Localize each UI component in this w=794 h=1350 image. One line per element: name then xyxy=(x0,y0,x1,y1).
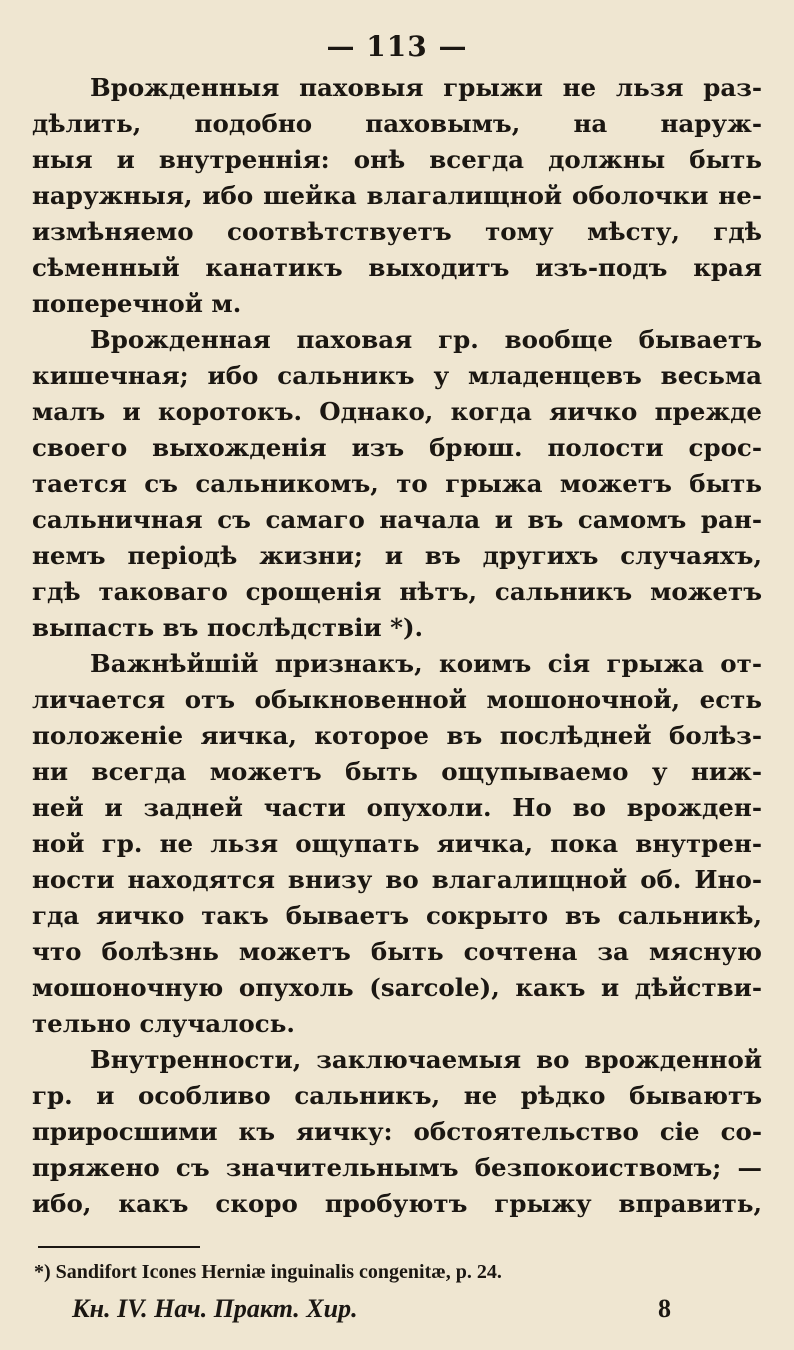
text-line: Врожденныя паховыя грыжи не льзя раз- xyxy=(90,73,762,102)
sheet-number: 8 xyxy=(658,1294,671,1323)
paragraph-4 xyxy=(32,1042,762,1222)
printer-signature: Кн. IV. Нач. Практ. Хир. xyxy=(72,1294,358,1323)
text-line: личается отъ обыкновенной мошоночной, есть xyxy=(32,685,762,714)
body-text xyxy=(32,70,762,1222)
text-line: тельно случалось. xyxy=(32,1009,295,1038)
text-line: Врожденная паховая гр. вообще бываетъ xyxy=(90,325,762,354)
text-line: поперечной м. xyxy=(32,289,242,318)
text-line: мошоночную опухоль (sarcole), какъ и дѣйстви- xyxy=(32,973,762,1002)
text-line: ней и задней части опухоли. Но во врожден- xyxy=(32,793,762,822)
text-line: измѣняемо соотвѣтствуетъ тому мѣсту, гдѣ xyxy=(32,217,762,246)
text-line: сальничная съ самаго начала и въ самомъ ран- xyxy=(32,505,762,534)
text-line: приросшими къ яичку: обстоятельство сіе со- xyxy=(32,1117,762,1146)
text-line: наружныя, ибо шейка влагалищной оболочки не- xyxy=(32,181,762,210)
text-line: что болѣзнь можетъ быть сочтена за мясную xyxy=(32,937,762,966)
text-line: ной гр. не льзя ощупать яичка, пока внутрен- xyxy=(32,829,762,858)
text-line: положеніе яичка, которое въ послѣдней болѣз- xyxy=(32,721,762,750)
text-line: выпасть въ послѣдствіи *). xyxy=(32,613,424,642)
text-line: кишечная; ибо сальникъ у младенцевъ весьма xyxy=(32,361,762,390)
text-line: ныя и внутреннія: онѣ всегда должны быть xyxy=(32,145,762,174)
text-line: гда яичко такъ бываетъ сокрыто въ сальникѣ, xyxy=(32,901,762,930)
text-line: Внутренности, заключаемыя во врожденной xyxy=(90,1045,762,1074)
text-line: сѣменный канатикъ выходитъ изъ-подъ края xyxy=(32,253,762,282)
text-line: тается съ сальникомъ, то грыжа можетъ быть xyxy=(32,469,762,498)
text-line: гр. и особливо сальникъ, не рѣдко бываютъ xyxy=(32,1081,762,1110)
page-number: — 113 — xyxy=(326,30,468,63)
paragraph-3 xyxy=(32,646,762,1042)
text-line: гдѣ таковаго срощенія нѣтъ, сальникъ можетъ xyxy=(32,577,762,606)
text-line: своего выхожденія изъ брюш. полости срос- xyxy=(32,433,762,462)
paragraph-1 xyxy=(32,70,762,322)
paragraph-2 xyxy=(32,322,762,646)
footnote: *) Sandifort Icones Herniæ inguinalis congenitæ, p. 24. xyxy=(34,1261,502,1283)
footnote-rule xyxy=(38,1246,200,1248)
text-line: дѣлить, подобно паховымъ, на наруж- xyxy=(32,109,762,138)
text-line: немъ періодѣ жизни; и въ другихъ случаяхъ, xyxy=(32,541,762,570)
text-line: ности находятся внизу во влагалищной об. Ино- xyxy=(32,865,762,894)
text-line: ибо, какъ скоро пробуютъ грыжу вправить, xyxy=(32,1189,762,1218)
text-line: пряжено съ значительнымъ безпокоиствомъ; — xyxy=(32,1153,762,1182)
text-line: ни всегда можетъ быть ощупываемо у ниж- xyxy=(32,757,762,786)
text-line: малъ и коротокъ. Однако, когда яичко прежде xyxy=(32,397,762,426)
text-line: Важнѣйшій признакъ, коимъ сія грыжа от- xyxy=(90,649,762,678)
